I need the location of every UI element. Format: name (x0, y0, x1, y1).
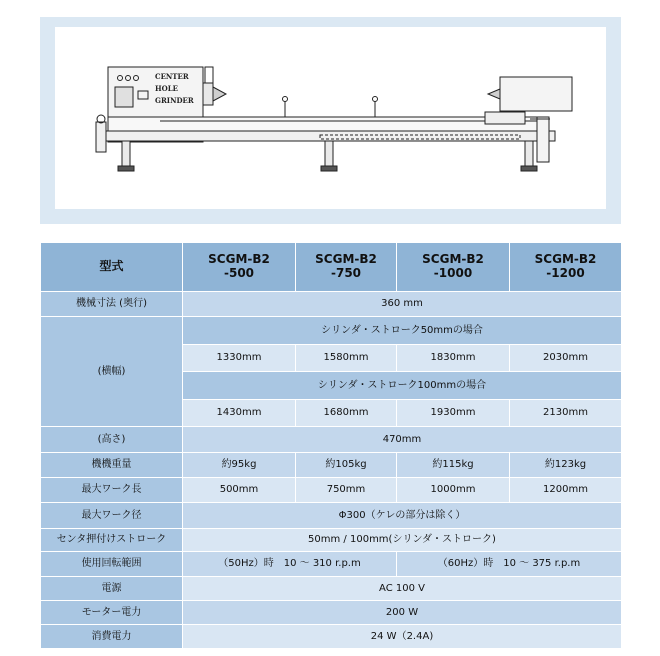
panel-text-line-2: HOLE (155, 84, 178, 93)
width-cyl100-value: 1430mm (183, 400, 296, 427)
table-row-weight (41, 453, 622, 478)
model-name: SCGM-B2 (422, 252, 484, 267)
rotation-range-50hz: （50Hz）時 10 ～ 310 r.p.m (183, 552, 397, 577)
max-work-length-value: 750mm (296, 478, 397, 503)
table-row-max-work-length (41, 478, 622, 503)
table-row-width-cyl50-title (41, 317, 622, 345)
weight-value: 約123kg (510, 453, 622, 478)
power-supply-label: 電源 (41, 577, 183, 601)
model-suffix: -1200 (546, 266, 585, 280)
header-model-500 (183, 243, 296, 292)
header-model-label: 型式 (41, 243, 183, 292)
max-work-length-value: 500mm (183, 478, 296, 503)
table-row-rotation-range (41, 552, 622, 577)
table-row-center-stroke (41, 529, 622, 552)
table-row-power-consumption (41, 625, 622, 649)
table-row-header (41, 243, 622, 292)
width-cyl100-title: シリンダ・ストローク100mmの場合 (183, 372, 622, 400)
width-label: (横幅) (41, 317, 183, 427)
max-work-length-value: 1000mm (397, 478, 510, 503)
max-work-length-value: 1200mm (510, 478, 622, 503)
width-cyl50-value: 1330mm (183, 345, 296, 372)
model-suffix: -750 (330, 266, 362, 280)
max-work-diameter-value: Φ300（ケレの部分は除く） (183, 503, 622, 529)
max-work-length-label: 最大ワーク長 (41, 478, 183, 503)
table-row-power-supply (41, 577, 622, 601)
center-stroke-label: センタ押付けストローク (41, 529, 183, 552)
header-model-1000 (397, 243, 510, 292)
table-row-height (41, 427, 622, 453)
model-name: SCGM-B2 (315, 252, 377, 267)
weight-value: 約115kg (397, 453, 510, 478)
width-cyl50-title: シリンダ・ストローク50mmの場合 (183, 317, 622, 345)
max-work-diameter-label: 最大ワーク径 (41, 503, 183, 529)
weight-value: 約95kg (183, 453, 296, 478)
header-model-750 (296, 243, 397, 292)
height-label: (高さ) (41, 427, 183, 453)
model-name: SCGM-B2 (208, 252, 270, 267)
width-cyl50-value: 1830mm (397, 345, 510, 372)
center-hole-grinder-drawing (40, 17, 621, 224)
rotation-range-label: 使用回転範囲 (41, 552, 183, 577)
rotation-range-60hz: （60Hz）時 10 ～ 375 r.p.m (397, 552, 622, 577)
model-suffix: -1000 (433, 266, 473, 280)
panel-text-line-1: CENTER (155, 72, 189, 81)
panel-text-line-3: GRINDER (155, 96, 194, 105)
spec-table (40, 242, 622, 649)
power-consumption-value: 24 W（2.4A) (183, 625, 622, 649)
width-cyl100-value: 1680mm (296, 400, 397, 427)
depth-value: 360 mm (183, 292, 622, 317)
header-model-1200 (510, 243, 622, 292)
weight-label: 機機重量 (41, 453, 183, 478)
depth-label: 機械寸法 (奥行) (41, 292, 183, 317)
power-supply-value: AC 100 V (183, 577, 622, 601)
machine-illustration-panel (40, 17, 621, 224)
power-consumption-label: 消費電力 (41, 625, 183, 649)
table-row-max-work-diameter (41, 503, 622, 529)
height-value: 470mm (183, 427, 622, 453)
table-row-motor-power (41, 601, 622, 625)
motor-power-label: モーター電力 (41, 601, 183, 625)
width-cyl100-value: 2130mm (510, 400, 622, 427)
width-cyl100-value: 1930mm (397, 400, 510, 427)
table-row-depth (41, 292, 622, 317)
weight-value: 約105kg (296, 453, 397, 478)
width-cyl50-value: 2030mm (510, 345, 622, 372)
motor-power-value: 200 W (183, 601, 622, 625)
width-cyl50-value: 1580mm (296, 345, 397, 372)
model-suffix: -500 (223, 266, 255, 280)
model-name: SCGM-B2 (534, 252, 597, 267)
center-stroke-value: 50mm / 100mm(シリンダ・ストローク) (183, 529, 622, 552)
